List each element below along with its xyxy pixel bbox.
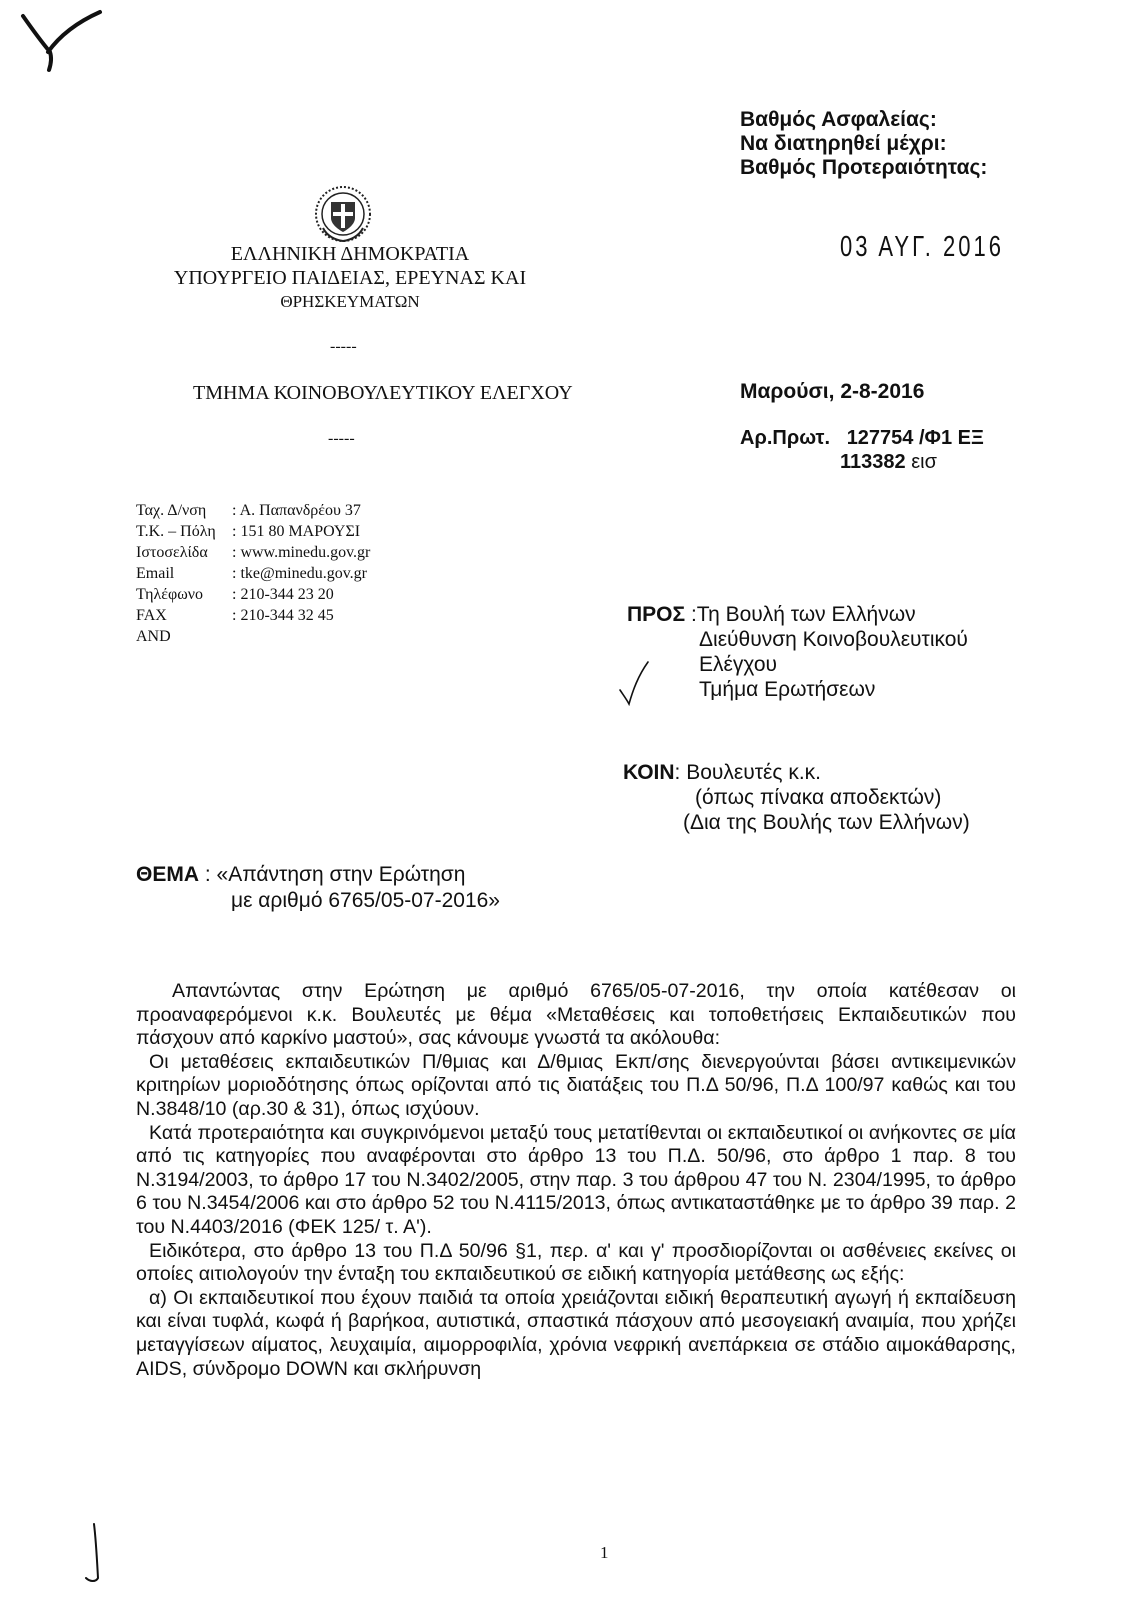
protocol-number-1: 127754 /Φ1 ΕΞ <box>846 427 984 449</box>
letter-body <box>136 980 1016 1381</box>
handwritten-bracket-mark <box>80 1520 110 1590</box>
ministry-header <box>140 242 560 314</box>
handwritten-check-mark <box>18 6 108 76</box>
recipient-label: ΠΡΟΣ <box>627 603 686 626</box>
received-stamp-date: 03 ΑΥΓ. 2016 <box>840 230 1004 263</box>
subject-line2: με αριθμό 6765/05-07-2016» <box>231 889 500 912</box>
priority-level: Βαθμός Προτεραιότητας: <box>740 156 988 179</box>
security-classification: Βαθμός Ασφαλείας: <box>740 108 937 131</box>
recipient-line3: Ελέγχου <box>699 653 777 676</box>
protocol-suffix: εισ <box>911 451 937 473</box>
cc-line3: (Δια της Βουλής των Ελλήνων) <box>683 811 970 834</box>
department-name: ΤΜΗΜΑ ΚΟΙΝΟΒΟΥΛΕΥΤΙΚΟΥ ΕΛΕΓΧΟΥ <box>193 382 573 404</box>
contact-row: Ιστοσελίδα : www.minedu.gov.gr <box>136 544 371 561</box>
recipient-line1: :Τη Βουλή των Ελλήνων <box>690 603 916 626</box>
ministry-name-line1: ΥΠΟΥΡΓΕΙΟ ΠΑΙΔΕΙΑΣ, ΕΡΕΥΝΑΣ ΚΑΙ <box>173 267 527 289</box>
contact-row: Τ.Κ. – Πόλη : 151 80 ΜΑΡΟΥΣΙ <box>136 523 361 540</box>
country-name: ΕΛΛΗΝΙΚΗ ΔΗΜΟΚΡΑΤΙΑ <box>230 243 470 265</box>
body-paragraph: α) Οι εκπαιδευτικοί που έχουν παιδιά τα οποία χρειάζονται ειδική θεραπευτική αγωγή ή εκπαίδευση και είναι τυφλά, κωφά ή βαρήκοα, αυτιστικά, σπαστικά πάσχουν από μεσογειακή αναιμία, που χρήζει μεταγγίσεων αίματος, λευχαιμία, αιμορροφιλία, χρόνια νεφρική ανεπάρκεια σε στάδιο αιμοκάθαρσης, AIDS, σύνδρομο DOWN και σκλήρυνση <box>136 1286 1016 1380</box>
protocol-number-2: 113382 <box>840 451 906 473</box>
recipient-line2: Διεύθυνση Κοινοβουλευτικού <box>699 628 968 651</box>
contact-row: Ταχ. Δ/νση : Α. Παπανδρέου 37 <box>136 502 361 519</box>
keep-until: Να διατηρηθεί μέχρι: <box>740 132 947 155</box>
subject-block <box>136 862 500 914</box>
subject-line1: : «Απάντηση στην Ερώτηση <box>204 863 466 886</box>
cc-label: ΚΟΙΝ <box>623 761 675 784</box>
body-paragraph: Απαντώντας στην Ερώτηση με αριθμό 6765/05-07-2016, την οποία κατέθεσαν οι προαναφερόμενοι κ.κ. Βουλευτές με θέμα «Μεταθέσεις και τοποθετήσεις Εκπαιδευτικών που πάσχουν από καρκίνο μαστού», σας κάνουμε γνωστά τα ακόλουθα: <box>136 980 1016 1050</box>
cc-block <box>623 760 970 835</box>
page-number: 1 <box>600 1543 609 1562</box>
contact-row: Email : tke@minedu.gov.gr <box>136 565 368 582</box>
contact-row: FAX : 210-344 32 45 <box>136 607 334 624</box>
protocol-number <box>740 426 984 474</box>
protocol-label: Αρ.Πρωτ. <box>740 427 831 449</box>
contact-row: Τηλέφωνο : 210-344 23 20 <box>136 586 334 603</box>
contact-info <box>136 500 370 647</box>
ministry-name-line2: ΘΡΗΣΚΕΥΜΑΤΩΝ <box>280 292 420 311</box>
contact-row: AND <box>136 628 171 645</box>
body-paragraph: Οι μεταθέσεις εκπαιδευτικών Π/θμιας και Δ/θμιας Εκπ/σης διενεργούνται βάσει αντικειμενικών κριτηρίων μοριοδότησης όπως ορίζονται από τις διατάξεις του Π.Δ 50/96, Π.Δ 100/97 καθώς και του Ν.3848/10 (αρ.30 & 31), όπως ισχύουν. <box>136 1050 1016 1120</box>
subject-label: ΘΕΜΑ <box>136 863 199 886</box>
greek-coat-of-arms-icon <box>313 184 373 244</box>
separator: ----- <box>330 338 357 355</box>
recipient-block <box>627 602 968 702</box>
cc-line1: : Βουλευτές κ.κ. <box>674 761 822 784</box>
body-paragraph: Κατά προτεραιότητα και συγκρινόμενοι μεταξύ τους μετατίθενται οι εκπαιδευτικοί οι ανήκοντες σε μία από τις κατηγορίες που αναφέρονται στο άρθρο 13 του Π.Δ. 50/96, στο άρθρο 1 παρ. 8 του Ν.3194/2003, το άρθρο 17 του Ν.3402/2005, στην παρ. 3 του άρθρου 47 του Ν. 2304/1995, το άρθρο 6 του Ν.3454/2006 και στο άρθρο 52 του Ν.4115/2013, όπως αντικαταστάθηκε με το άρθρο 39 παρ. 2 του Ν.4403/2016 (ΦΕΚ 125/ τ. Α'). <box>136 1121 1016 1238</box>
cc-line2: (όπως πίνακα αποδεκτών) <box>695 786 942 809</box>
body-paragraph: Ειδικότερα, στο άρθρο 13 του Π.Δ 50/96 §1, περ. α' και γ' προσδιορίζονται οι ασθένειες εκείνες οι οποίες αιτιολογούν την ένταξη του εκπαιδευτικού σε ειδική κατηγορία μετάθεσης ως εξής: <box>136 1239 1016 1286</box>
recipient-line4: Τμήμα Ερωτήσεων <box>699 678 876 701</box>
security-block <box>740 108 987 180</box>
separator: ----- <box>328 430 355 447</box>
place-and-date: Μαρούσι, 2-8-2016 <box>740 380 925 403</box>
